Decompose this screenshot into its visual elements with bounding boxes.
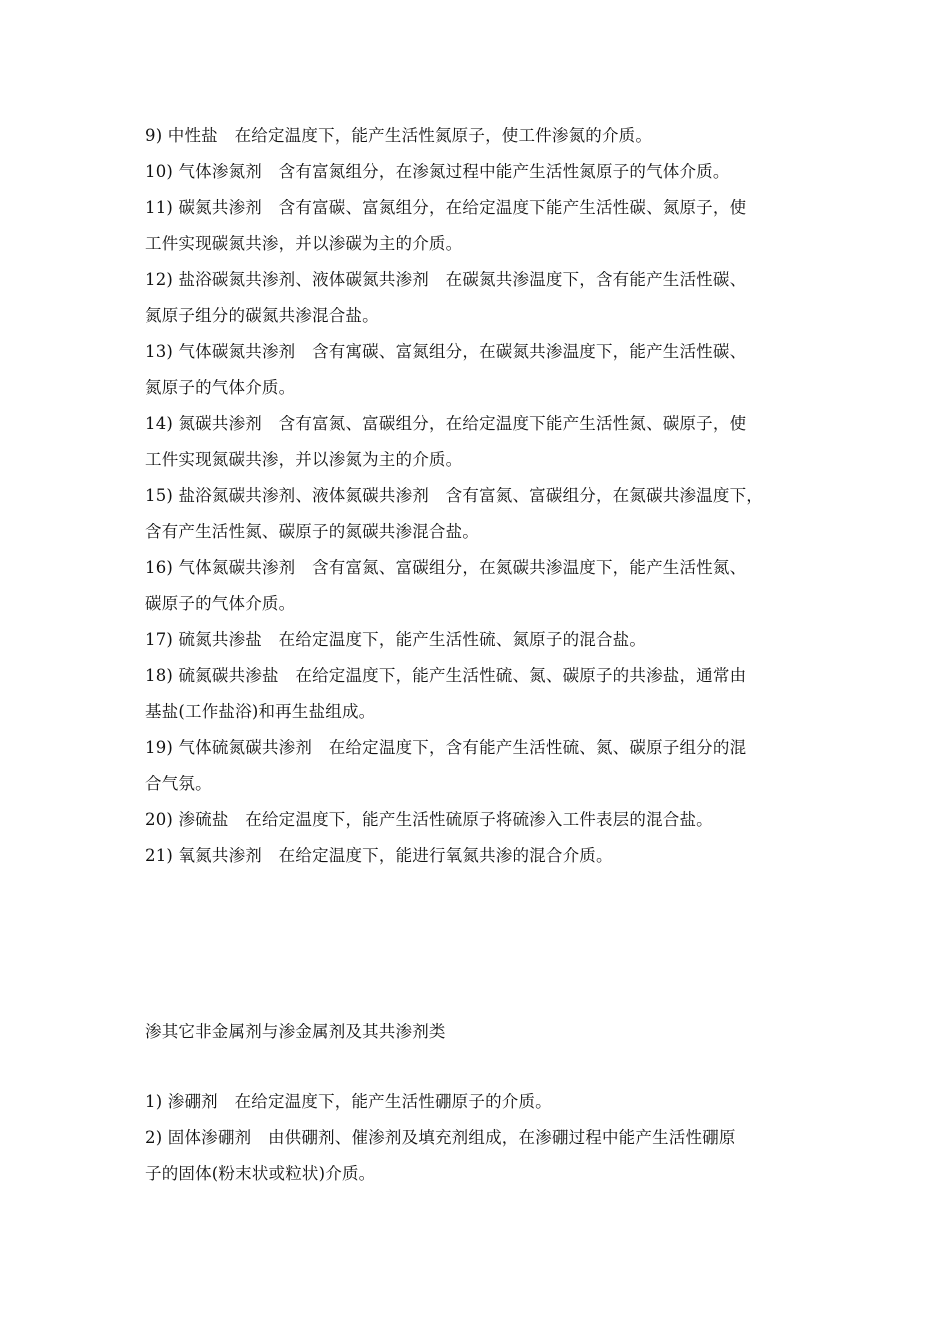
text-line: 12) 盐浴碳氮共渗剂、液体碳氮共渗剂 在碳氮共渗温度下，含有能产生活性碳、 — [145, 270, 747, 289]
text-line: 14) 氮碳共渗剂 含有富氮、富碳组分，在给定温度下能产生活性氮、碳原子，使 — [145, 414, 747, 433]
text-line: 基盐(工作盐浴)和再生盐组成。 — [145, 702, 376, 721]
text-line: 氮原子的气体介质。 — [145, 378, 296, 397]
definitions-list-nitriding — [145, 118, 815, 874]
text-line: 16) 气体氮碳共渗剂 含有富氮、富碳组分，在氮碳共渗温度下，能产生活性氮、 — [145, 558, 747, 577]
text-line: 含有产生活性氮、碳原子的氮碳共渗混合盐。 — [145, 522, 479, 541]
text-line: 19) 气体硫氮碳共渗剂 在给定温度下，含有能产生活性硫、氮、碳原子组分的混 — [145, 738, 747, 757]
definitions-list-boriding — [145, 1084, 815, 1192]
text-line: 20) 渗硫盐 在给定温度下，能产生活性硫原子将硫渗入工件表层的混合盐。 — [145, 810, 713, 829]
section-heading: 渗其它非金属剂与渗金属剂及其共渗剂类 — [145, 1022, 446, 1041]
text-line: 18) 硫氮碳共渗盐 在给定温度下，能产生活性硫、氮、碳原子的共渗盐，通常由 — [145, 666, 747, 685]
text-line: 合气氛。 — [145, 774, 212, 793]
text-line: 9) 中性盐 在给定温度下，能产生活性氮原子，使工件渗氮的介质。 — [145, 126, 653, 145]
text-line: 10) 气体渗氮剂 含有富氮组分，在渗氮过程中能产生活性氮原子的气体介质。 — [145, 162, 730, 181]
text-line: 21) 氧氮共渗剂 在给定温度下，能进行氧氮共渗的混合介质。 — [145, 846, 613, 865]
text-line: 13) 气体碳氮共渗剂 含有寓碳、富氮组分，在碳氮共渗温度下，能产生活性碳、 — [145, 342, 747, 361]
text-line: 氮原子组分的碳氮共渗混合盐。 — [145, 306, 379, 325]
text-line: 17) 硫氮共渗盐 在给定温度下，能产生活性硫、氮原子的混合盐。 — [145, 630, 647, 649]
text-line: 15) 盐浴氮碳共渗剂、液体氮碳共渗剂 含有富氮、富碳组分，在氮碳共渗温度下， — [145, 486, 763, 505]
text-line: 1) 渗硼剂 在给定温度下，能产生活性硼原子的介质。 — [145, 1092, 552, 1111]
text-line: 2) 固体渗硼剂 由供硼剂、催渗剂及填充剂组成，在渗硼过程中能产生活性硼原 — [145, 1128, 736, 1147]
text-line: 工件实现碳氮共渗，并以渗碳为主的介质。 — [145, 234, 463, 253]
text-line: 子的固体(粉末状或粒状)介质。 — [145, 1164, 376, 1183]
text-line: 碳原子的气体介质。 — [145, 594, 296, 613]
text-line: 11) 碳氮共渗剂 含有富碳、富氮组分，在给定温度下能产生活性碳、氮原子，使 — [145, 198, 747, 217]
text-line: 工件实现氮碳共渗，并以渗氮为主的介质。 — [145, 450, 463, 469]
